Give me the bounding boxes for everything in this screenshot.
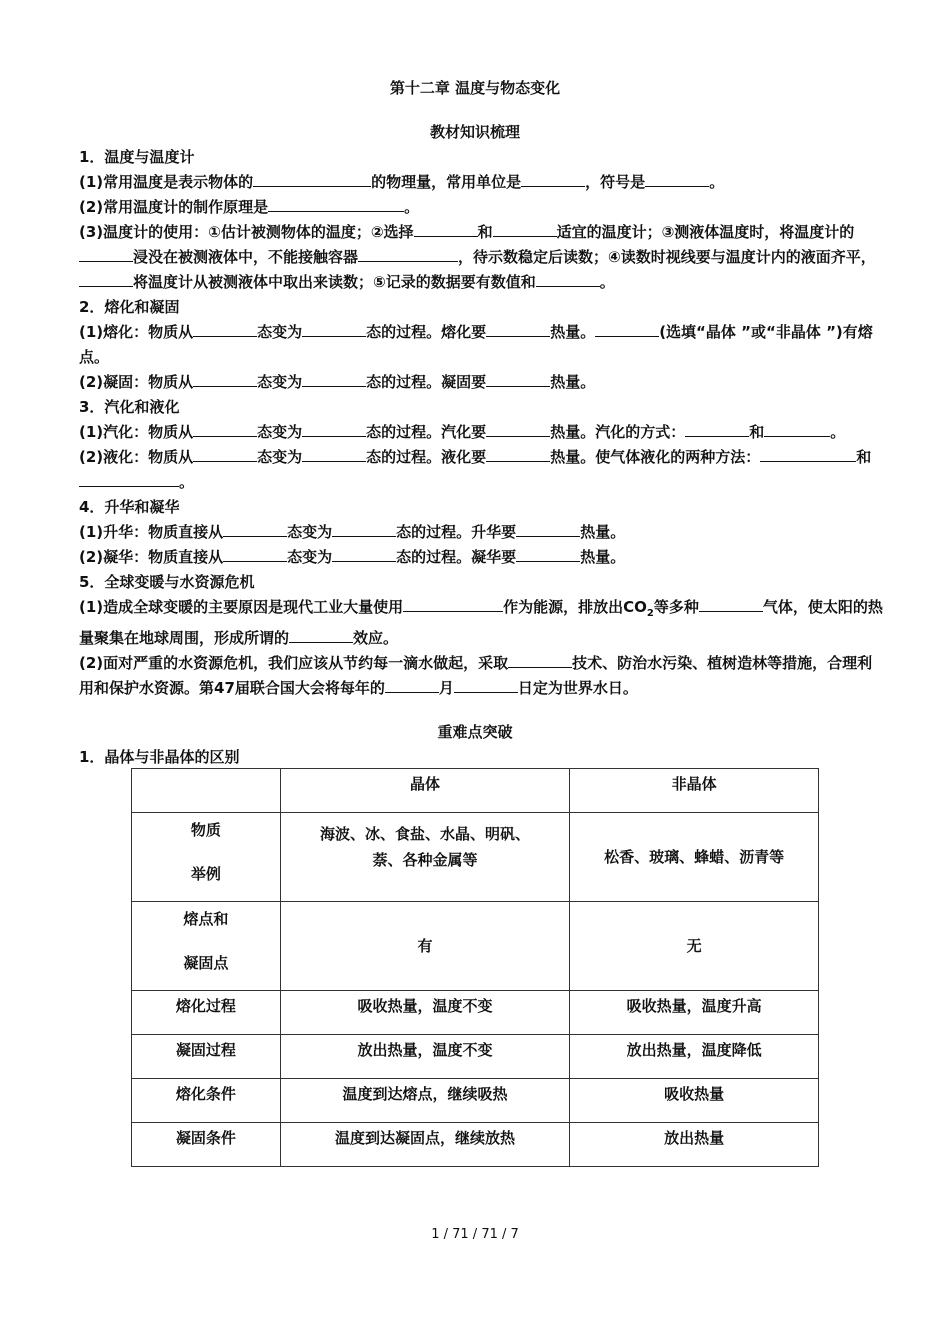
heading-temperature: 1．温度与温度计 <box>79 148 195 166</box>
table-header-row <box>132 769 819 813</box>
amorphous-cell: 吸收热量，温度升高 <box>570 991 819 1035</box>
section-title: 教材知识梳理 <box>429 123 520 141</box>
table-row <box>132 902 819 991</box>
chapter-title: 第十二章 温度与物态变化 <box>389 79 561 97</box>
row-label: 熔化条件 <box>132 1079 281 1123</box>
amorphous-cell: 放出热量，温度降低 <box>570 1035 819 1079</box>
table-row <box>132 991 819 1035</box>
heading-global-warming: 5．全球变暖与水资源危机 <box>79 573 255 591</box>
page-number-footer: 1 / 71 / 71 / 7 <box>431 1227 519 1242</box>
paragraph-temperature-1: (1)常用温度是表示物体的 的物理量，常用单位是 ，符号是 。 <box>79 173 725 191</box>
row-label: 凝固过程 <box>132 1035 281 1079</box>
knowledge-outline <box>67 145 885 701</box>
paragraph-melting-2: (2)凝固：物质从 态变为 态的过程。凝固要 热量。 <box>79 373 596 391</box>
table-row <box>132 1035 819 1079</box>
paragraph-temperature-2: (2)常用温度计的制作原理是 。 <box>79 198 420 216</box>
amorphous-cell: 吸收热量 <box>570 1079 819 1123</box>
table-row <box>132 1123 819 1167</box>
header-cell-amorphous: 非晶体 <box>570 769 819 813</box>
crystal-comparison-table <box>131 768 819 1167</box>
header-cell-empty <box>132 769 281 813</box>
table-row <box>132 1079 819 1123</box>
crystal-cell: 温度到达熔点，继续吸热 <box>280 1079 570 1123</box>
difficulty-title: 重难点突破 <box>437 723 513 741</box>
paragraph-global-warming-1: (1)造成全球变暖的主要原因是现代工业大量使用 作为能源，排放出$CO_2$等多种 气体，使太阳的热量聚集在地球周围，形成所谓的 效应。 <box>79 598 883 647</box>
crystal-cell: 温度到达凝固点，继续放热 <box>280 1123 570 1167</box>
header-cell-crystal: 晶体 <box>280 769 570 813</box>
paragraph-sublimation-2: (2)凝华：物质直接从 态变为 态的过程。凝华要 热量。 <box>79 548 626 566</box>
heading-sublimation: 4．升华和凝华 <box>79 498 180 516</box>
paragraph-sublimation-1: (1)升华：物质直接从 态变为 态的过程。升华要 热量。 <box>79 523 626 541</box>
paragraph-temperature-3: (3)温度计的使用：①估计被测物体的温度；②选择 和 适宜的温度计；③测液体温度时，将温度计的浸没在被测液体中，不能接触容器 ，待示数稳定后读数；④读数时视线要与温度计内的液面齐平，将温度计从被测液体中取出来读数；⑤记录的数据要有数值和 。 <box>79 223 876 291</box>
crystal-cell: 放出热量，温度不变 <box>280 1035 570 1079</box>
heading-melting: 2．熔化和凝固 <box>79 298 180 316</box>
table-row <box>132 813 819 902</box>
row-label: 物质 举例 <box>132 813 281 902</box>
amorphous-cell: 放出热量 <box>570 1123 819 1167</box>
paragraph-melting-1: (1)熔化：物质从 态变为 态的过程。熔化要 热量。 (选填“晶体 ”或“非晶体 ”)有熔点。 <box>79 323 873 366</box>
heading-vaporization: 3．汽化和液化 <box>79 398 180 416</box>
paragraph-global-warming-2: (2)面对严重的水资源危机，我们应该从节约每一滴水做起，采取 技术、防治水污染、植树造林等措施，合理利用和保护水资源。第47届联合国大会将每年的 月 日定为世界水日。 <box>79 654 873 697</box>
amorphous-cell: 松香、玻璃、蜂蜡、沥青等 <box>570 813 819 902</box>
crystal-cell: 有 <box>280 902 570 991</box>
paragraph-vaporization-2: (2)液化：物质从 态变为 态的过程。液化要 热量。使气体液化的两种方法： 和。 <box>79 448 872 491</box>
table-heading-wrap <box>67 745 885 770</box>
row-label: 熔化过程 <box>132 991 281 1035</box>
row-label: 熔点和 凝固点 <box>132 902 281 991</box>
table-heading: 1．晶体与非晶体的区别 <box>79 748 240 766</box>
amorphous-cell: 无 <box>570 902 819 991</box>
row-label: 凝固条件 <box>132 1123 281 1167</box>
paragraph-vaporization-1: (1)汽化：物质从 态变为 态的过程。汽化要 热量。汽化的方式： 和 。 <box>79 423 846 441</box>
crystal-cell: 吸收热量，温度不变 <box>280 991 570 1035</box>
crystal-cell: 海波、冰、食盐、水晶、明矾、 萘、各种金属等 <box>280 813 570 902</box>
